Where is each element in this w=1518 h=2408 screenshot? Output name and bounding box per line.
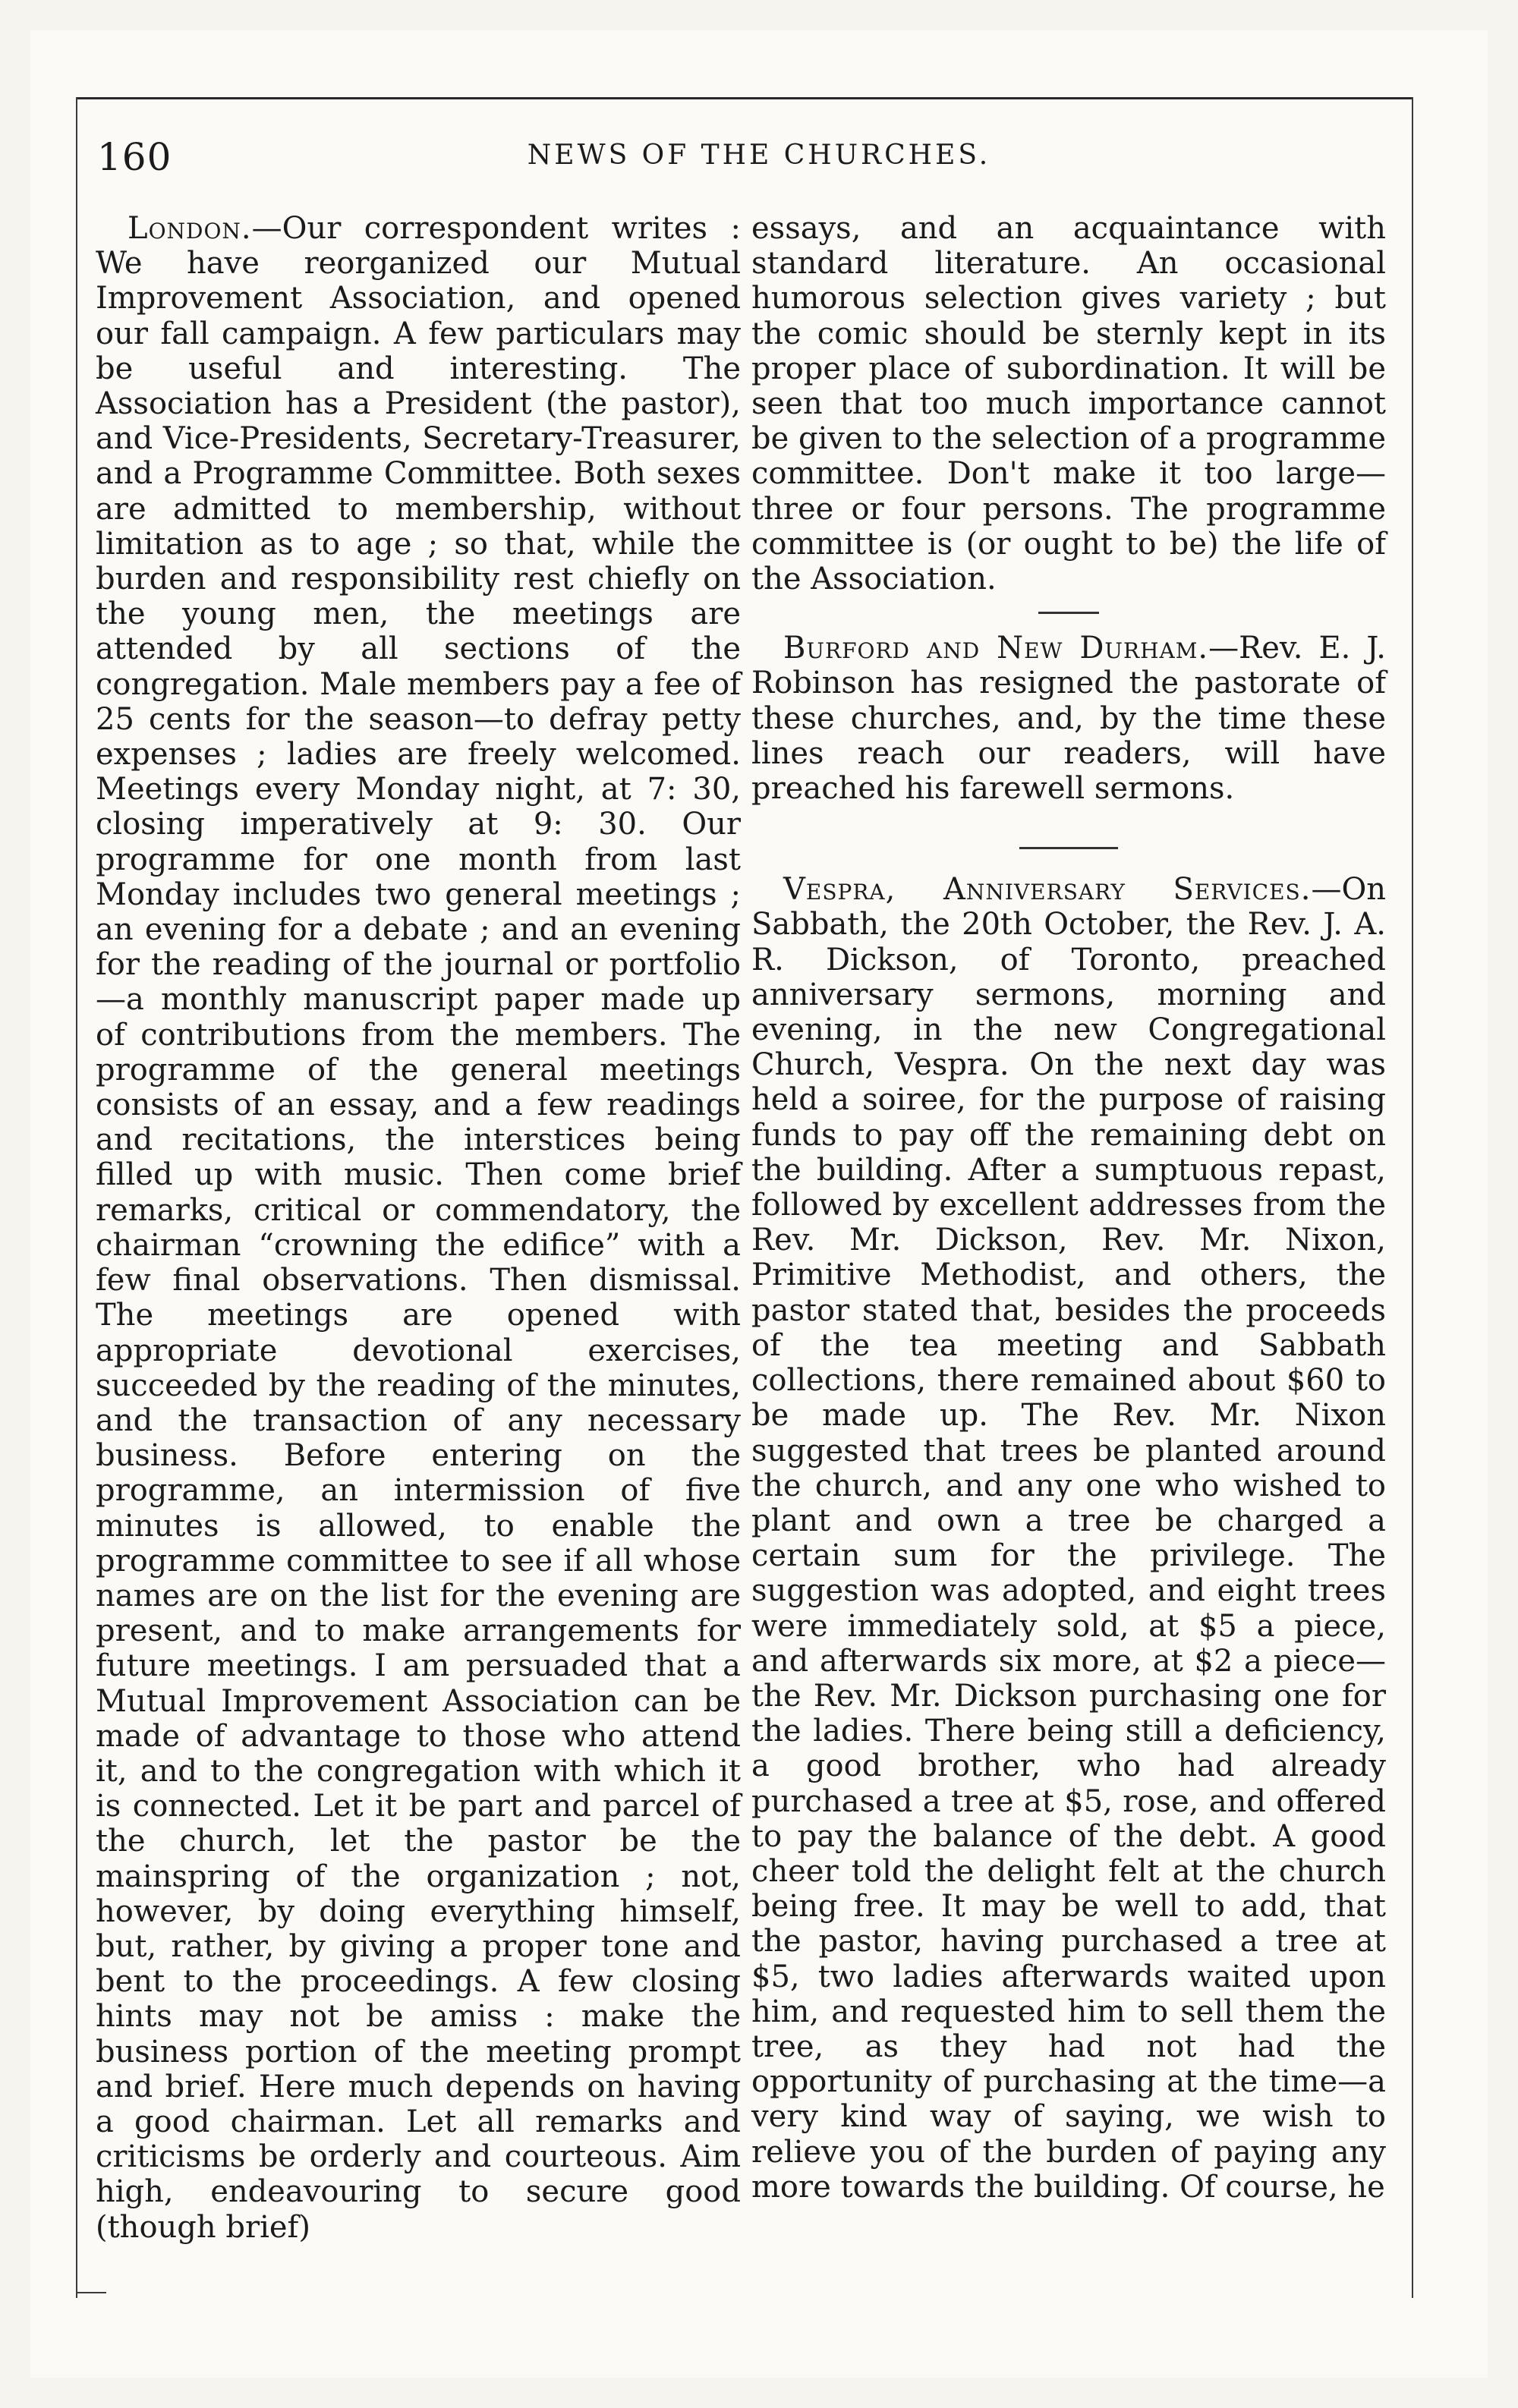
top-rule xyxy=(76,97,1412,99)
vespra-body: —On Sabbath, the 20th October, the Rev. J. A. R. Dickson, of Toronto, preached anniversary sermons, morning and evening, in the new Congregational Church, Vespra. On the next day was held a soiree, for the purpose of raising funds to pay off the remaining debt on the building. After a sumptuous repast, followed by excellent addresses from the Rev. Mr. Dickson, Rev. Mr. Nixon, Primitive Methodist, and others, the pastor stated that, besides the proceeds of the tea meeting and Sabbath collections, there remained about $60 to be made up. The Rev. Mr. Nixon suggested that trees be planted around the church, and any one who wished to plant and own a tree be charged a certain sum for the privilege. The suggestion was adopted, and eight trees were immediately sold, at $5 a piece, and afterwards six more, at $2 a piece—the Rev. Mr. Dickson purchasing one for the ladies. There being still a deficiency, a good brother, who had already purchased a tree at $5, rose, and offered to pay the balance of the debt. A good cheer told the delight felt at the church being free. It may be well to add, that the pastor, having purchased a tree at $5, two ladies afterwards waited upon him, and requested him to sell them the tree, as they had not had the opportunity of purchasing at the time—a very kind way of saying, we wish to relieve you of the burden of paying any more towards the building. Of course, he xyxy=(751,872,1386,2205)
article-london xyxy=(96,211,741,2245)
left-border-rule xyxy=(76,97,77,2298)
section-separator xyxy=(1038,612,1099,614)
running-title: NEWS OF THE CHURCHES. xyxy=(527,140,991,171)
right-border-rule xyxy=(1412,97,1413,2298)
page-number: 160 xyxy=(97,135,172,179)
right-column xyxy=(751,211,1386,2205)
london-continuation: essays, and an acquaintance with standard literature. An occasional humorous selection gives variety ; but the comic should be sternly kept in its proper place of subordination. It will be seen that too much importance cannot be given to the selection of a programme committee. Don't make it too large—three or four persons. The programme committee is (or ought to be) the life of the Association. xyxy=(751,211,1386,597)
london-heading: London. xyxy=(128,211,252,246)
burford-body: —Rev. E. J. Robinson has resigned the pastorate of these churches, and, by the time these lines reach our readers, will have preached his farewell sermons. xyxy=(751,631,1387,807)
left-column xyxy=(96,211,741,2245)
section-separator-long xyxy=(1019,847,1118,849)
burford-heading: Burford and New Durham. xyxy=(783,631,1209,666)
article-burford xyxy=(751,631,1386,806)
bottom-rule-mark xyxy=(76,2292,106,2293)
london-body: —Our correspondent writes : We have reorganized our Mutual Improvement Association, and opened our fall campaign. A few particulars may be useful and interesting. The Association has a President (the pastor), and Vice-Presidents, Secretary-Treasurer, and a Programme Committee. Both sexes are admitted to membership, without limitation as to age ; so that, while the burden and responsibility rest chiefly on the young men, the meetings are attended by all sections of the congregation. Male members pay a fee of 25 cents for the season—to defray petty expenses ; ladies are freely welcomed. Meetings every Monday night, at 7: 30, closing imperatively at 9: 30. Our programme for one month from last Monday includes two general meetings ; an evening for a debate ; and an evening for the reading of the journal or portfolio—a monthly manuscript paper made up of contributions from the members. The programme of the general meetings consists of an essay, and a few readings and recitations, the interstices being filled up with music. Then come brief remarks, critical or commendatory, the chairman “crowning the edifice” with a few final observations. Then dismissal. The meetings are opened with appropriate devotional exercises, succeeded by the reading of the minutes, and the transaction of any necessary business. Before entering on the programme, an intermission of five minutes is allowed, to enable the programme committee to see if all whose names are on the list for the evening are present, and to make arrangements for future meetings. I am persuaded that a Mutual Improvement Association can be made of advantage to those who attend it, and to the congregation with which it is connected. Let it be part and parcel of the church, let the pastor be the mainspring of the organization ; not, however, by doing everything himself, but, rather, by giving a proper tone and bent to the proceedings. A few closing hints may not be amiss : make the business portion of the meeting prompt and brief. Here much depends on having a good chairman. Let all remarks and criticisms be orderly and courteous. Aim high, endeavouring to secure good (though brief) xyxy=(96,211,741,2245)
article-vespra xyxy=(751,872,1386,2205)
vespra-heading: Vespra, Anniversary Services. xyxy=(783,872,1312,908)
